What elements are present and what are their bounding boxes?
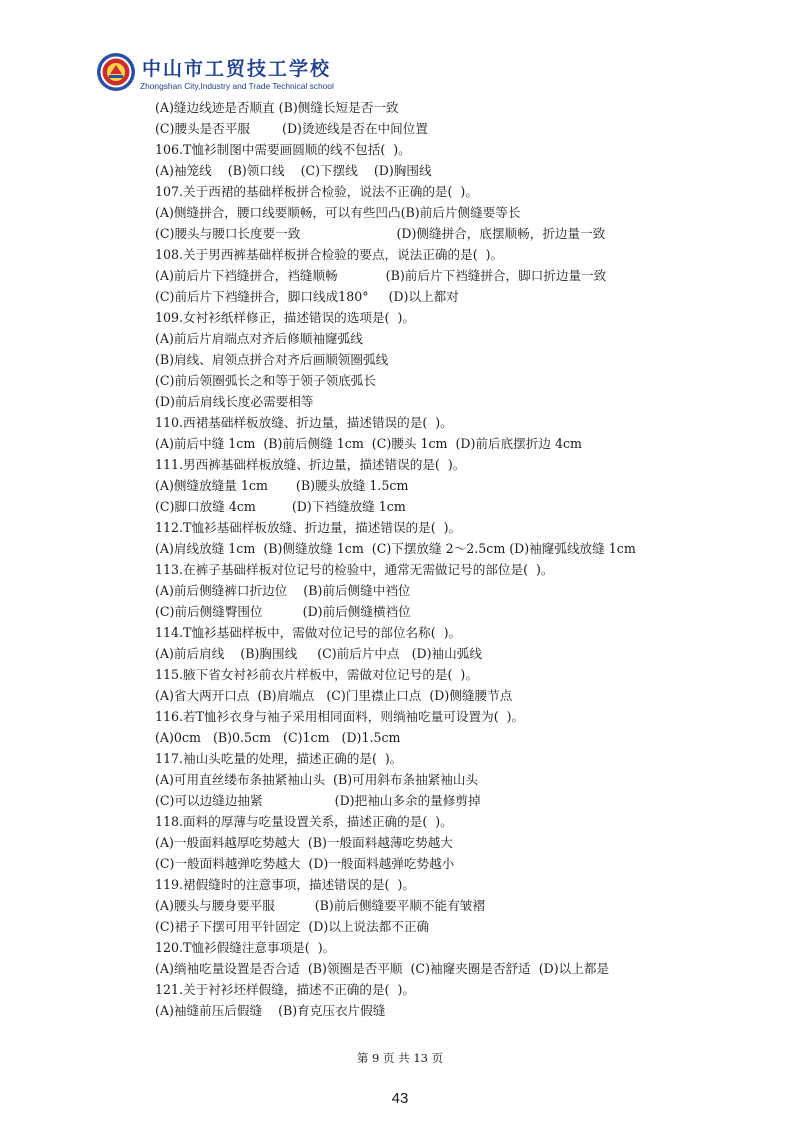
school-name-english: Zhongshan City,Industry and Trade Technical school bbox=[140, 81, 334, 91]
text-line: (A)省大两开口点 (B)肩端点 (C)门里襟止口点 (D)侧缝腰节点 bbox=[155, 688, 513, 703]
text-line: 121.关于衬衫坯样假缝，描述不正确的是( )。 bbox=[155, 982, 415, 997]
text-line: (A)侧缝放缝量 1cm (B)腰头放缝 1.5cm bbox=[155, 478, 409, 493]
question-list bbox=[155, 97, 675, 1021]
text-line: 114.T恤衫基础样板中，需做对位记号的部位名称( )。 bbox=[155, 625, 462, 640]
text-line: 108.关于男西裤基础样板拼合检验的要点，说法正确的是( )。 bbox=[155, 247, 504, 262]
text-line: (A)前后侧缝裤口折边位 (B)前后侧缝中裆位 bbox=[155, 583, 411, 598]
text-line: 112.T恤衫基础样板放缝、折边量，描述错误的是( )。 bbox=[155, 520, 462, 535]
text-line: (C)腰头与腰口长度要一致 (D)侧缝拼合，底摆顺畅，折边量一致 bbox=[155, 226, 606, 241]
text-line: 117.袖山头吃量的处理，描述正确的是( )。 bbox=[155, 751, 403, 766]
text-line: (A)前后片肩端点对齐后修顺袖窿弧线 bbox=[155, 331, 363, 346]
text-line: 120.T恤衫假缝注意事项是( )。 bbox=[155, 940, 336, 955]
text-line: (A)侧缝拼合，腰口线要顺畅，可以有些凹凸(B)前后片侧缝要等长 bbox=[155, 205, 521, 220]
text-line: 113.在裤子基础样板对位记号的检验中，通常无需做记号的部位是( )。 bbox=[155, 562, 554, 577]
text-line: (C)前后领圈弧长之和等于领子领底弧长 bbox=[155, 373, 376, 388]
text-line: 106.T恤衫制图中需要画圆顺的线不包括( )。 bbox=[155, 142, 411, 157]
text-line: (A)前后片下裆缝拼合，裆缝顺畅 (B)前后片下裆缝拼合，脚口折边量一致 bbox=[155, 268, 607, 283]
text-line: (A)0cm (B)0.5cm (C)1cm (D)1.5cm bbox=[155, 730, 401, 745]
text-line: 119.裙假缝时的注意事项，描述错误的是( )。 bbox=[155, 877, 415, 892]
page-number: 43 bbox=[391, 1090, 409, 1107]
text-line: (A)缝边线迹是否顺直 (B)侧缝长短是否一致 bbox=[155, 100, 399, 115]
school-name: 中山市工贸技工学校 bbox=[142, 58, 332, 80]
text-line: 107.关于西裙的基础样板拼合检验，说法不正确的是( )。 bbox=[155, 184, 478, 199]
text-line: (A)袖缝前压后假缝 (B)育克压衣片假缝 bbox=[155, 1003, 386, 1018]
text-line: (C)可以边缝边抽紧 (D)把袖山多余的量修剪掉 bbox=[155, 793, 481, 808]
text-line: (A)前后肩线 (B)胸围线 (C)前后片中点 (D)袖山弧线 bbox=[155, 646, 482, 661]
text-line: (A)肩线放缝 1cm (B)侧缝放缝 1cm (C)下摆放缝 2～2.5cm (D)袖窿弧线放缝 1cm bbox=[155, 541, 636, 556]
text-line: 109.女衬衫纸样修正，描述错误的选项是( )。 bbox=[155, 310, 415, 325]
text-line: (A)前后中缝 1cm (B)前后侧缝 1cm (C)腰头 1cm (D)前后底摆折边 4cm bbox=[155, 436, 582, 451]
text-line: (C)前后片下裆缝拼合，脚口线成180° (D)以上都对 bbox=[155, 289, 459, 304]
text-line: (A)袖笼线 (B)领口线 (C)下摆线 (D)胸围线 bbox=[155, 163, 432, 178]
text-line: (C)裙子下摆可用平针固定 (D)以上说法都不正确 bbox=[155, 919, 430, 934]
text-line: (B)肩线、肩领点拼合对齐后画顺领圈弧线 bbox=[155, 352, 389, 367]
text-line: (C)一般面料越弹吃势越大 (D)一般面料越弹吃势越小 bbox=[155, 856, 455, 871]
text-line: (C)腰头是否平服 (D)烫迹线是否在中间位置 bbox=[155, 121, 428, 136]
school-header bbox=[96, 52, 356, 100]
text-line: (D)前后肩线长度必需要相等 bbox=[155, 394, 314, 409]
text-line: (A)腰头与腰身要平服 (B)前后侧缝要平顺不能有皱褶 bbox=[155, 898, 485, 913]
text-line: (C)前后侧缝臀围位 (D)前后侧缝横裆位 bbox=[155, 604, 411, 619]
text-line: 111.男西裤基础样板放缝、折边量，描述错误的是( )。 bbox=[155, 457, 466, 472]
text-line: (A)一般面料越厚吃势越大 (B)一般面料越薄吃势越大 bbox=[155, 835, 453, 850]
text-line: 118.面料的厚薄与吃量设置关系，描述正确的是( )。 bbox=[155, 814, 453, 829]
text-line: (A)绱袖吃量设置是否合适 (B)领圈是否平顺 (C)袖窿夹圈是否舒适 (D)以上都是 bbox=[155, 961, 610, 976]
page-info: 第 9 页 共 13 页 bbox=[356, 1051, 444, 1065]
text-line: 110.西裙基础样板放缝、折边量，描述错误的是( )。 bbox=[155, 415, 453, 430]
text-line: 116.若T恤衫衣身与袖子采用相同面料，则绱袖吃量可设置为( )。 bbox=[155, 709, 525, 724]
school-logo-icon bbox=[96, 52, 136, 92]
text-line: (A)可用直丝缕布条抽紧袖山头 (B)可用斜布条抽紧袖山头 bbox=[155, 772, 479, 787]
text-line: (C)脚口放缝 4cm (D)下裆缝放缝 1cm bbox=[155, 499, 406, 514]
text-line: 115.腋下省女衬衫前衣片样板中，需做对位记号的是( )。 bbox=[155, 667, 478, 682]
